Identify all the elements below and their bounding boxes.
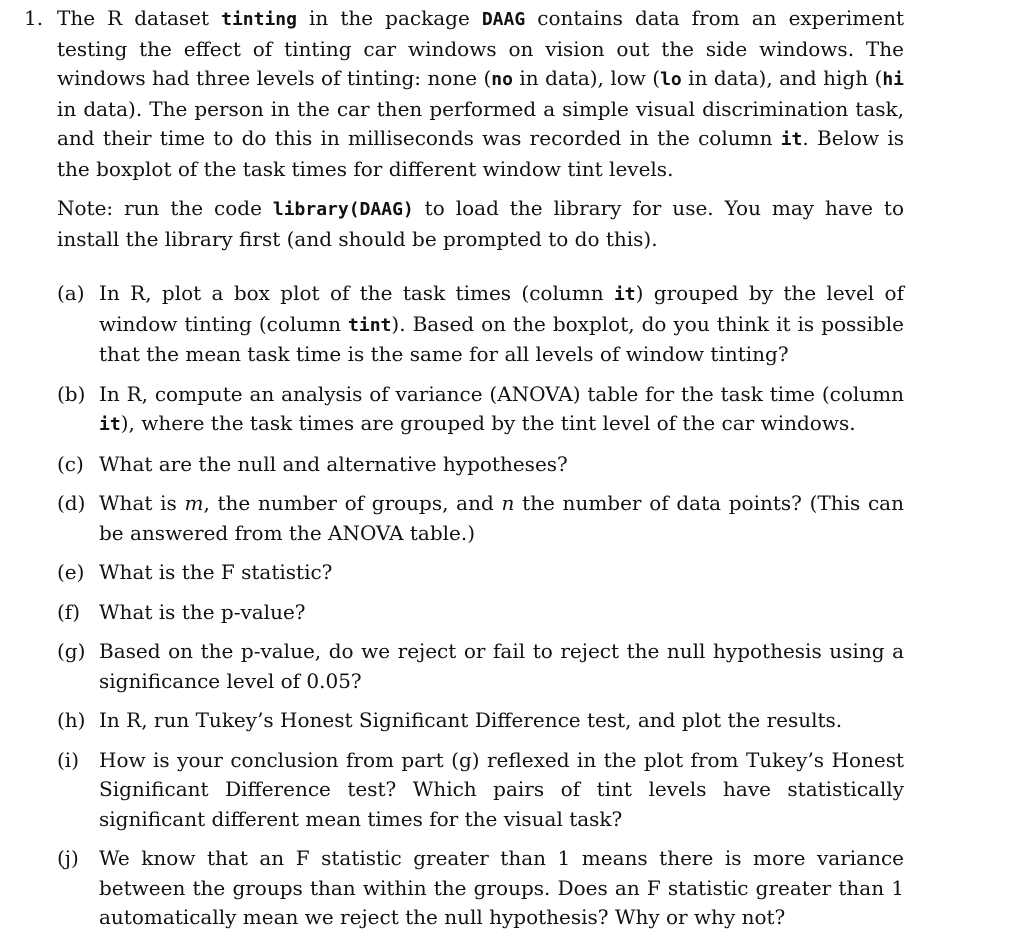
part-label: (b) [57,381,86,406]
part-label: (a) [57,281,85,305]
inline-code: lo [660,69,682,90]
part-text: What are the null and alternative hypotheses? [99,451,568,476]
document-page [24,4,904,943]
part-text: , the number of groups, and [203,491,502,515]
intro-text: contains data from an experiment testing the effect of tinting car windows on vision out the side windows. The windows had three levels of tinting: none ( [57,6,904,90]
question-part-g [57,637,904,696]
part-text: We know that an F statistic greater than 1 means there is more variance between the groups than within the groups. Does an F statistic greater than 1 automatically mean we reject the null hypothesis? Why or why not? [99,846,904,929]
problem-intro [57,4,904,184]
intro-text: The R dataset [57,6,222,30]
part-text: the number of data points? (This can be answered from the ANOVA table.) [99,491,904,545]
part-text: What is the p-value? [99,599,306,624]
part-text: In R, plot a box plot of the task times (column [99,281,614,305]
part-label: (g) [57,639,86,663]
part-label: (f) [57,599,81,624]
inline-code: it [613,284,636,305]
part-label: (e) [57,560,85,584]
intro-text: in data), low ( [512,66,661,90]
math-variable-n: n [501,491,515,515]
note-text: Note: run the code [57,196,273,220]
part-text: How is your conclusion from part (g) reflexed in the plot from Tukey’s Honest Significant Difference test? Which pairs of tint levels have statistically significant different mean times for the visual task? [99,747,904,831]
part-text: ) grouped by the level of window tinting (column [99,281,904,336]
part-label: (d) [57,491,86,515]
part-text: Based on the p-value, do we reject or fail to reject the null hypothesis using a significance level of 0.05? [99,639,904,693]
intro-text: in data), and high ( [681,66,883,90]
question-part-d [57,489,904,548]
question-part-j [57,844,904,933]
problem-number: 1. [24,6,44,30]
problem-1 [24,4,904,933]
question-part-i [57,746,904,835]
question-part-b [57,380,904,440]
inline-code: hi [882,69,904,90]
question-part-f [57,598,904,628]
part-text: ). Based on the boxplot, do you think it is possible that the mean task time is the same for all levels of window tinting? [99,311,905,366]
inline-code: it [780,129,803,150]
part-label: (i) [57,747,80,772]
inline-code: tint [348,314,392,336]
intro-text: . Below is the boxplot of the task times for different window tint levels. [57,126,904,181]
part-text: ), where the task times are grouped by the tint level of the car windows. [120,411,856,435]
part-label: (j) [57,846,79,870]
part-text: In R, compute an analysis of variance (ANOVA) table for the task time (column [99,381,904,406]
intro-text: in the package [296,6,482,30]
question-part-e [57,558,904,588]
inline-code: DAAG [481,9,526,30]
inline-code: tinting [221,9,297,30]
math-variable-m: m [184,491,204,515]
problem-note [57,194,904,254]
part-text: In R, run Tukey’s Honest Significant Difference test, and plot the results. [99,708,843,732]
question-part-h [57,706,904,736]
note-text: to load the library for use. You may have to install the library first (and should be prompted to do this). [57,196,904,251]
part-label: (h) [57,708,86,732]
part-text: What is [99,491,185,515]
intro-text: in data). The person in the car then performed a simple visual discrimination task, and their time to do this in milliseconds was recorded in the column [57,96,904,150]
question-parts-list [57,279,904,933]
part-text: What is the F statistic? [99,560,333,584]
inline-code: it [99,414,121,435]
inline-code: no [491,69,513,90]
question-part-c [57,450,904,480]
question-part-a [57,279,904,370]
part-label: (c) [57,451,84,476]
inline-code: library(DAAG) [272,199,414,220]
